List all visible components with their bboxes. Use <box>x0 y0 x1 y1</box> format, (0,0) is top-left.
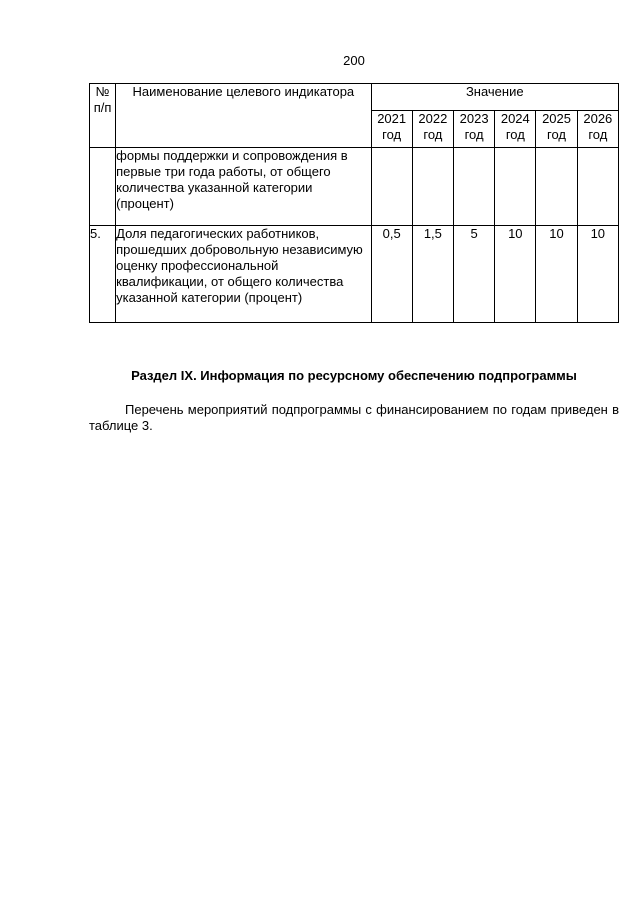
table-header-row <box>90 84 619 111</box>
header-year-2021: 2021 год <box>371 111 412 148</box>
row-value-2021 <box>371 148 412 226</box>
header-year-2022: 2022 год <box>412 111 453 148</box>
row-value-2022 <box>412 148 453 226</box>
section-title: Раздел IX. Информация по ресурсному обеспечению подпрограммы <box>131 368 577 383</box>
row-value-2023 <box>453 148 494 226</box>
page-number: 200 <box>343 53 365 68</box>
header-value: Значение <box>371 84 618 111</box>
row-value-2021: 0,5 <box>371 226 412 323</box>
row-value-2022: 1,5 <box>412 226 453 323</box>
row-num <box>90 148 116 226</box>
indicators-table <box>89 83 619 323</box>
row-num: 5. <box>90 226 116 323</box>
header-year-2025: 2025 год <box>536 111 577 148</box>
row-value-2025 <box>536 148 577 226</box>
row-value-2026 <box>577 148 618 226</box>
row-value-2024: 10 <box>495 226 536 323</box>
header-num: № п/п <box>90 84 116 148</box>
row-value-2025: 10 <box>536 226 577 323</box>
row-value-2023: 5 <box>453 226 494 323</box>
header-year-2024: 2024 год <box>495 111 536 148</box>
row-name: Доля педагогических работников, прошедших добровольную независимую оценку профессиональной квалификации, от общего количества указанной категории (процент) <box>116 226 371 323</box>
row-name: формы поддержки и сопровождения в первые три года работы, от общего количества указанной категории (процент) <box>116 148 371 226</box>
table-row <box>90 226 619 323</box>
table-row <box>90 148 619 226</box>
section-paragraph: Перечень мероприятий подпрограммы с финансированием по годам приведен в таблице 3. <box>89 402 619 433</box>
header-year-2026: 2026 год <box>577 111 618 148</box>
header-year-2023: 2023 год <box>453 111 494 148</box>
row-value-2026: 10 <box>577 226 618 323</box>
header-name: Наименование целевого индикатора <box>116 84 371 148</box>
row-value-2024 <box>495 148 536 226</box>
